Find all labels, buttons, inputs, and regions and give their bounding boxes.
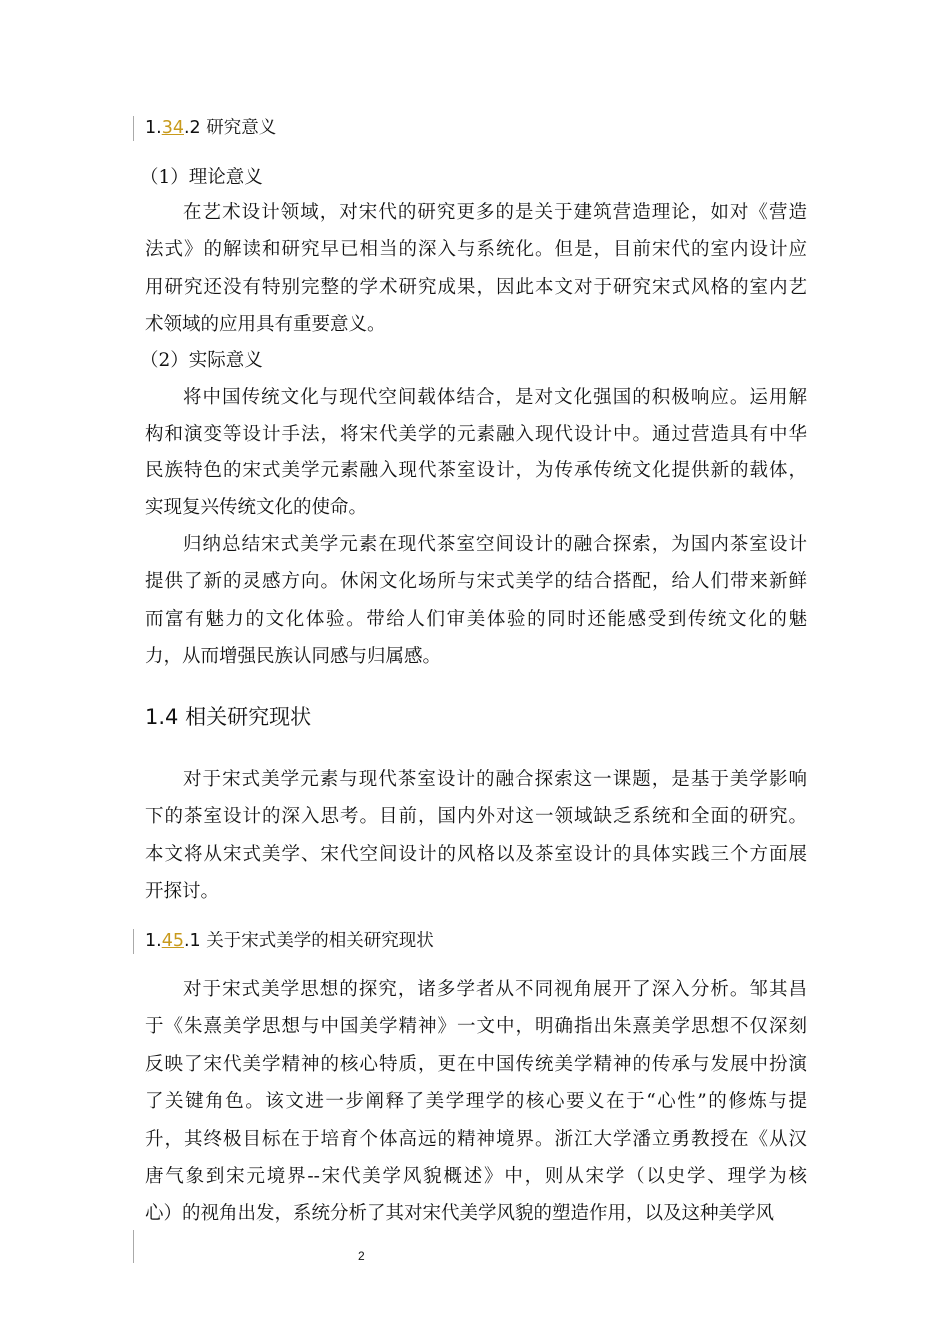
heading-1-3-2 xyxy=(145,116,807,140)
paragraph-line: 本文将从宋式美学、宋代空间设计的风格以及茶室设计的具体实践三个方面展 xyxy=(145,843,807,865)
paragraph-line: 唐气象到宋元境界--宋代美学风貌概述》中，则从宋学（以史学、理学为核 xyxy=(145,1166,807,1187)
paragraph-line: 实现复兴传统文化的使命。 xyxy=(145,497,368,519)
heading-text: .1 关于宋式美学的相关研究现状 xyxy=(183,931,434,951)
tracked-change: 45 xyxy=(161,931,184,951)
paragraph-line: 开探讨。 xyxy=(145,880,220,902)
paragraph-line: 提供了新的灵感方向。休闲文化场所与宋式美学的结合搭配，给人们带来新鲜 xyxy=(145,571,807,593)
heading-number: 1. xyxy=(145,118,162,138)
paragraph-line: 民族特色的宋式美学元素融入现代茶室设计，为传承传统文化提供新的载体， xyxy=(145,460,807,482)
subheading-theory: （1）理论意义 xyxy=(140,167,263,188)
paragraph-line: 升，其终极目标在于培育个体高远的精神境界。浙江大学潘立勇教授在《从汉 xyxy=(145,1128,807,1150)
paragraph-line: 而富有魅力的文化体验。带给人们审美体验的同时还能感受到传统文化的魅 xyxy=(145,608,807,630)
subheading-practical: （2）实际意义 xyxy=(140,350,263,371)
paragraph-line: 下的茶室设计的深入思考。目前，国内外对这一领域缺乏系统和全面的研究。 xyxy=(145,806,807,828)
paragraph-line: 于《朱熹美学思想与中国美学精神》一文中，明确指出朱熹美学思想不仅深刻 xyxy=(145,1016,807,1038)
revision-bar xyxy=(133,116,134,141)
paragraph-line: 将中国传统文化与现代空间载体结合，是对文化强国的积极响应。运用解 xyxy=(183,387,807,408)
paragraph-line: 在艺术设计领域，对宋代的研究更多的是关于建筑营造理论，如对《营造 xyxy=(183,202,807,223)
revision-bar xyxy=(133,929,134,954)
paragraph-line: 力，从而增强民族认同感与归属感。 xyxy=(145,645,442,667)
page-number: 2 xyxy=(358,1249,365,1263)
paragraph-line: 心）的视角出发，系统分析了其对宋代美学风貌的塑造作用，以及这种美学风 xyxy=(145,1203,775,1225)
heading-1-4-1 xyxy=(145,929,807,953)
revision-bar xyxy=(133,1230,134,1263)
paragraph-line: 对于宋式美学思想的探究，诸多学者从不同视角展开了深入分析。邹其昌 xyxy=(183,979,807,1000)
paragraph-line: 用研究还没有特别完整的学术研究成果，因此本文对于研究宋式风格的室内艺 xyxy=(145,276,807,298)
heading-number: 1. xyxy=(145,931,162,951)
paragraph-line: 反映了宋代美学精神的核心特质，更在中国传统美学精神的传承与发展中扮演 xyxy=(145,1053,807,1075)
heading-text: .2 研究意义 xyxy=(183,118,277,138)
heading-1-4: 1.4 相关研究现状 xyxy=(145,705,312,729)
tracked-change: 34 xyxy=(161,118,184,138)
paragraph-line: 法式》的解读和研究早已相当的深入与系统化。但是，目前宋代的室内设计应 xyxy=(145,239,807,261)
paragraph-line: 构和演变等设计手法，将宋代美学的元素融入现代设计中。通过营造具有中华 xyxy=(145,423,807,445)
paragraph-line: 归纳总结宋式美学元素在现代茶室空间设计的融合探索，为国内茶室设计 xyxy=(183,534,807,555)
paragraph-line: 对于宋式美学元素与现代茶室设计的融合探索这一课题，是基于美学影响 xyxy=(183,769,807,790)
paragraph-line: 术领域的应用具有重要意义。 xyxy=(145,313,386,335)
paragraph-line: 了关键角色。该文进一步阐释了美学理学的核心要义在于“心性”的修炼与提 xyxy=(145,1091,807,1113)
